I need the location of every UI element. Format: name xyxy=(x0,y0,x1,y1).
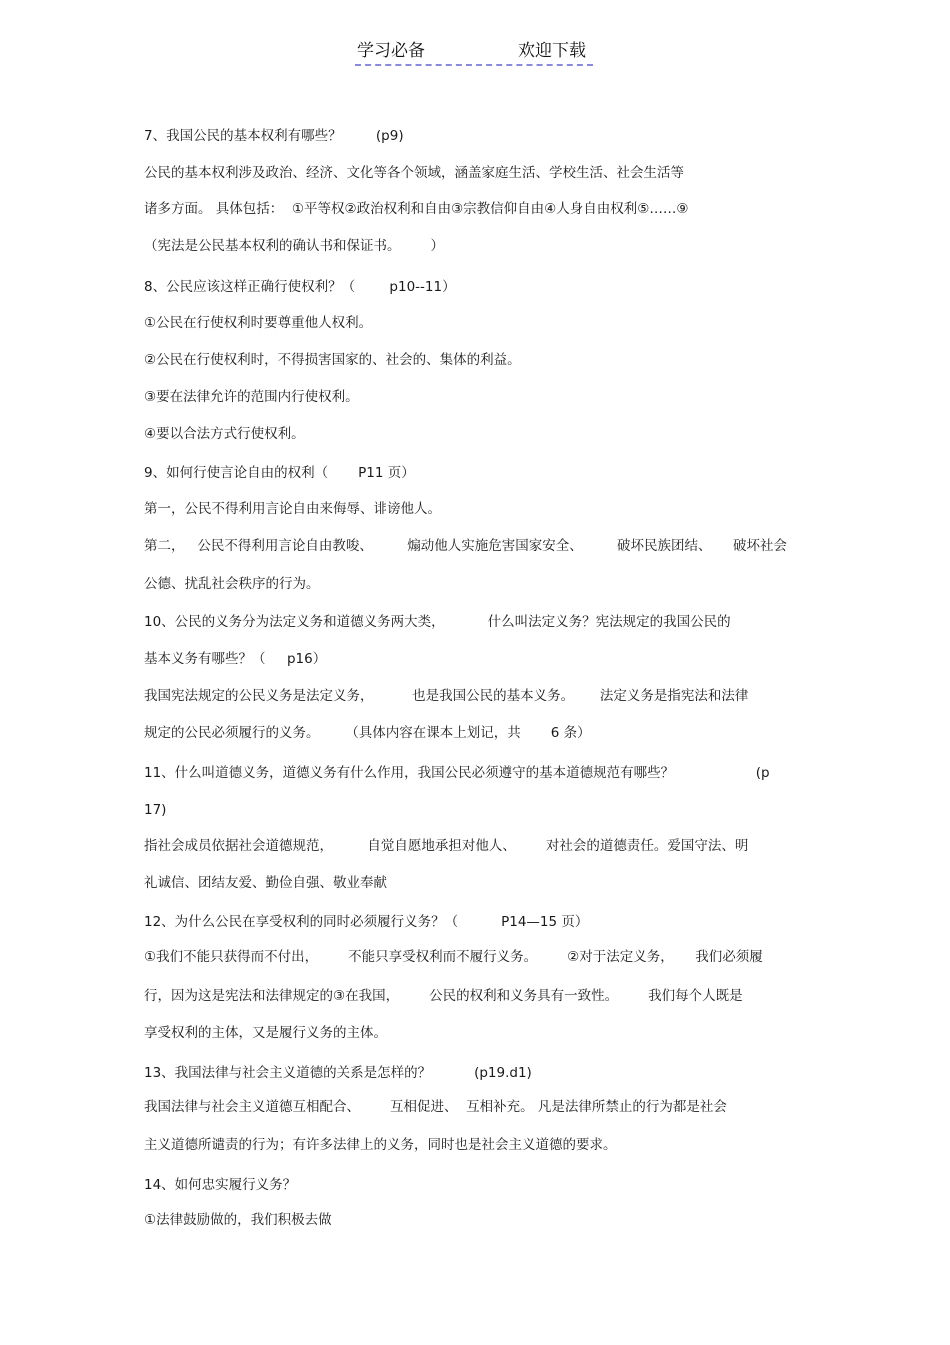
answer-10-line-1: 我国宪法规定的公民义务是法定义务， 也是我国公民的基本义务。 法定义务是指宪法和法律 xyxy=(144,688,749,704)
answer-12-line-3: 享受权利的主体，又是履行义务的主体。 xyxy=(144,1025,387,1041)
answer-8-item-3: ③要在法律允许的范围内行使权利。 xyxy=(144,389,359,405)
question-12-heading: 12、为什么公民在享受权利的同时必须履行义务？（ P14—15 页） xyxy=(144,914,589,930)
answer-13-line-2: 主义道德所谴责的行为；有许多法律上的义务，同时也是社会主义道德的要求。 xyxy=(144,1137,617,1153)
answer-14-item-1: ①法律鼓励做的，我们积极去做 xyxy=(144,1212,332,1228)
question-11-heading-1: 11、什么叫道德义务，道德义务有什么作用，我国公民必须遵守的基本道德规范有哪些？ (p xyxy=(144,765,770,781)
question-8-heading: 8、公民应该这样正确行使权利？（ p10--11） xyxy=(144,279,456,295)
answer-7-line-2: 诸多方面。 具体包括： ①平等权②政治权利和自由③宗教信仰自由④人身自由权利⑤……⑨ xyxy=(144,201,689,217)
answer-9-line-2: 第二， 公民不得利用言论自由教唆、 煽动他人实施危害国家安全、 破坏民族团结、 破坏社会 xyxy=(144,538,787,554)
question-11-heading-2: 17) xyxy=(144,802,167,818)
answer-12-line-1: ①我们不能只获得而不付出， 不能只享受权利而不履行义务。 ②对于法定义务， 我们必须履 xyxy=(144,949,763,965)
question-13-heading: 13、我国法律与社会主义道德的关系是怎样的？ (p19.d1) xyxy=(144,1065,532,1081)
header-left-text: 学习必备 xyxy=(357,41,425,61)
answer-8-item-1: ①公民在行使权利时要尊重他人权利。 xyxy=(144,315,373,331)
question-10-heading-1: 10、公民的义务分为法定义务和道德义务两大类， 什么叫法定义务？宪法规定的我国公民的 xyxy=(144,614,731,630)
answer-9-line-1: 第一，公民不得利用言论自由来侮辱、诽谤他人。 xyxy=(144,501,441,517)
answer-13-line-1: 我国法律与社会主义道德互相配合、 互相促进、 互相补充。 凡是法律所禁止的行为都是社会 xyxy=(144,1099,727,1115)
header-right-text: 欢迎下载 xyxy=(518,41,586,61)
answer-11-line-1: 指社会成员依据社会道德规范， 自觉自愿地承担对他人、 对社会的道德责任。爱国守法、明 xyxy=(144,838,749,854)
answer-8-item-2: ②公民在行使权利时，不得损害国家的、社会的、集体的利益。 xyxy=(144,352,521,368)
answer-12-line-2: 行，因为这是宪法和法律规定的③在我国， 公民的权利和义务具有一致性。 我们每个人既是 xyxy=(144,988,743,1004)
question-14-heading: 14、如何忠实履行义务？ xyxy=(144,1177,297,1193)
question-7-heading: 7、我国公民的基本权利有哪些？ (p9) xyxy=(144,128,404,144)
answer-10-line-2: 规定的公民必须履行的义务。 （具体内容在课本上划记，共 6 条） xyxy=(144,725,591,741)
answer-8-item-4: ④要以合法方式行使权利。 xyxy=(144,426,305,442)
answer-11-line-2: 礼诚信、团结友爱、勤俭自强、敬业奉献 xyxy=(144,875,387,891)
page-header xyxy=(355,40,593,66)
question-10-heading-2: 基本义务有哪些？（ p16） xyxy=(144,651,327,667)
answer-7-note: （宪法是公民基本权利的确认书和保证书。 ） xyxy=(144,238,445,254)
answer-9-line-3: 公德、扰乱社会秩序的行为。 xyxy=(144,576,320,592)
question-9-heading: 9、如何行使言论自由的权利（ P11 页） xyxy=(144,465,415,481)
answer-7-line-1: 公民的基本权利涉及政治、经济、文化等各个领域，涵盖家庭生活、学校生活、社会生活等 xyxy=(144,165,684,181)
